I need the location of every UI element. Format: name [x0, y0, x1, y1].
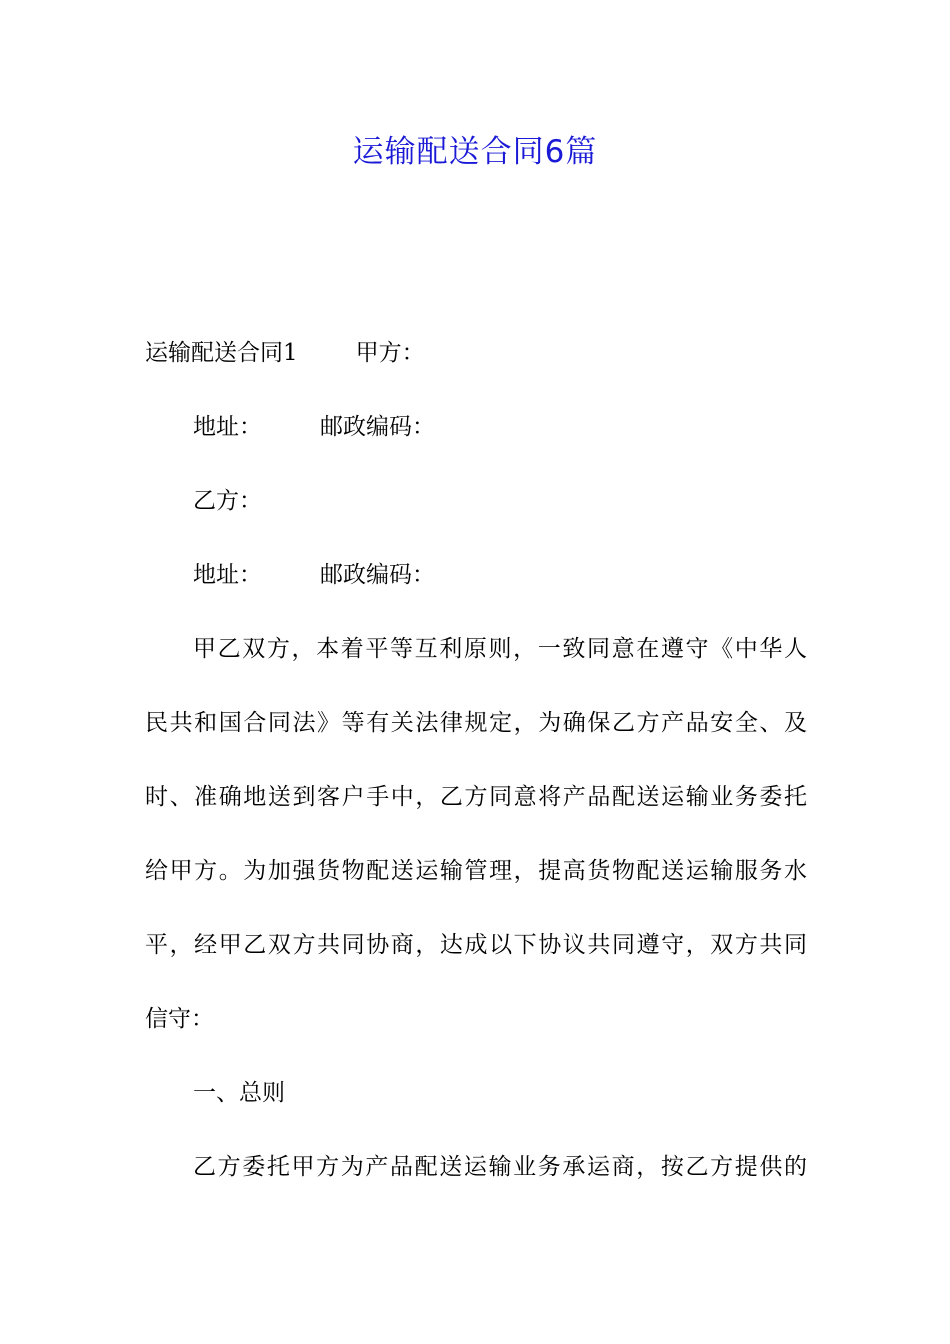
- contract-label: 运输配送合同1: [145, 340, 298, 366]
- party-b-address-label: 地址：: [193, 562, 262, 588]
- party-a-address-label: 地址：: [193, 414, 262, 440]
- intro-line: 民共和国合同法》等有关法律规定，为确保乙方产品安全、及: [145, 710, 807, 736]
- intro-line: 信守：: [145, 1006, 214, 1032]
- contract-header-line: [145, 335, 807, 372]
- party-a-label: 甲方：: [355, 340, 425, 366]
- intro-line: 给甲方。为加强货物配送运输管理，提高货物配送运输服务水: [145, 858, 807, 884]
- party-a-postcode-label: 邮政编码：: [320, 414, 435, 440]
- party-b-address-line: [145, 557, 807, 594]
- party-b-postcode-label: 邮政编码：: [320, 562, 435, 588]
- party-b-line: [145, 483, 807, 520]
- document-title: 运输配送合同6篇: [352, 134, 598, 170]
- party-b-label: 乙方：: [193, 488, 262, 514]
- party-a-address-line: [145, 409, 807, 446]
- document-body: [145, 335, 807, 1223]
- intro-paragraph: [145, 631, 807, 1038]
- section-paragraph-line: 乙方委托甲方为产品配送运输业务承运商，按乙方提供的: [193, 1154, 807, 1180]
- section-heading: 一、总则: [193, 1080, 285, 1106]
- intro-line: 时、准确地送到客户手中，乙方同意将产品配送运输业务委托: [145, 784, 807, 810]
- intro-line: 平，经甲乙双方共同协商，达成以下协议共同遵守，双方共同: [145, 932, 807, 958]
- intro-line: 甲乙双方，本着平等互利原则，一致同意在遵守《中华人: [193, 636, 807, 662]
